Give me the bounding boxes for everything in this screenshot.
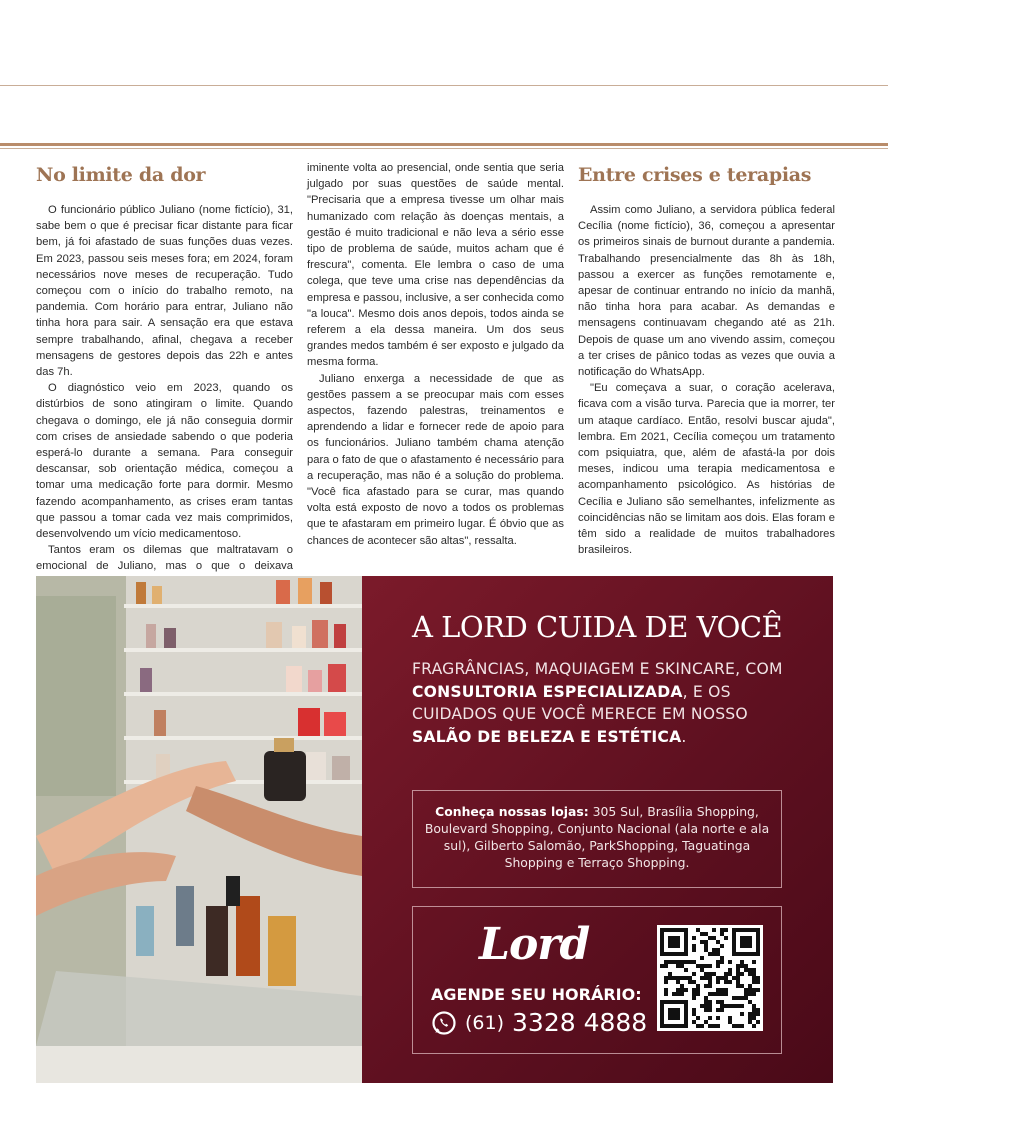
paragraph: O diagnóstico veio em 2023, quando os distúrbios de sono atingiram o limite. Quando chegava o domingo, ele já não conseguia dormir com crises de ansiedade sabendo o que poderia esperá-lo durante a semana. Para conseguir descansar, sob orientação médica, começou a tomar uma medicação forte para dormir. Mesmo fazendo acompanhamento, as crises eram tantas que passou a tomar cada vez mais comprimidos, desenvolvendo um vício medicamentoso. (36, 382, 293, 541)
store-illustration (36, 576, 362, 1083)
section-rule-thin (0, 148, 888, 149)
article-column-1 (36, 160, 293, 591)
perfume-store-photo (36, 576, 362, 1083)
top-rule (0, 85, 888, 86)
qr-code-icon (657, 925, 763, 1031)
phone-digits: 3328 4888 (512, 1008, 648, 1037)
stores-label: Conheça nossas lojas: (435, 804, 589, 819)
lord-advertisement[interactable] (36, 576, 833, 1083)
stores-text (423, 803, 771, 871)
stores-list: 305 Sul, Brasília Shopping, Boulevard Shopping, Conjunto Nacional (ala norte e ala sul), Gilberto Salomão, ParkShopping, Taguatinga Shopping e Terraço Shopping. (424, 804, 770, 870)
paragraph: "Eu começava a suar, o coração acelerava, ficava com a visão turva. Parecia que ia morrer, ter um ataque cardíaco. Então, resolvi buscar ajuda", lembra. Em 2021, Cecília começou um tratamento com psiquiatra, que, além de afastá-la por dois meses, indicou uma terapia medicamentosa e acompanhamento psicológico. As histórias de Cecília e Juliano são semelhantes, infelizmente as coincidências não se limitam aos dois. Elas foram e têm sido a realidade de muitos trabalhadores brasileiros. (578, 382, 835, 557)
paragraph: Tantos eram os dilemas que maltratavam o emocional de Juliano, mas o que o deixava (36, 544, 293, 573)
paragraph: O funcionário público Juliano (nome fictício), 31, sabe bem o que é precisar ficar distante para ficar bem, já foi afastado de suas funções duas vezes. Em 2023, passou seis meses fora; em 2024, foram necessários nove meses de recuperação. Tudo começou com o início do trabalho remoto, na pandemia. Com horário para entrar, Juliano não tinha hora para sair. A sensação era que estava sempre trabalhando, afinal, chegava a receber mensagens de gestores depois das 22h e antes das 7h. (36, 204, 293, 379)
contact-box (412, 906, 782, 1054)
section-heading-entre-crises: Entre crises e terapias (578, 164, 812, 186)
article-column-2 (307, 160, 564, 549)
paragraph: Assim como Juliano, a servidora pública federal Cecília (nome fictício), 36, começou a apresentar os primeiros sinais de burnout durante a pandemia. Trabalhando presencialmente das 8h às 18h, passou a exercer as funções remotamente e, apesar de continuar entrando no início da manhã, não tinha hora para acabar. As demandas e mensagens continuavam chegando até as 21h. Depois de quase um ano vivendo assim, começou a ter crises de pânico todas as vezes que ouvia a notificação do WhatsApp. (578, 204, 835, 379)
whatsapp-icon (431, 1010, 457, 1036)
ad-content-panel (362, 576, 833, 1083)
qr-code[interactable] (657, 925, 763, 1031)
section-heading-no-limite: No limite da dor (36, 164, 206, 186)
section-rule (0, 143, 888, 146)
stores-box (412, 790, 782, 888)
ad-subtitle: FRAGRÂNCIAS, MAQUIAGEM E SKINCARE, COM CONSULTORIA ESPECIALIZADA, E OS CUIDADOS QUE VOCÊ MERECE EM NOSSO SALÃO DE BELEZA E ESTÉTICA. (412, 660, 783, 746)
phone-ddd: (61) (465, 1012, 505, 1034)
phone-number[interactable] (431, 1007, 647, 1039)
article-column-3 (578, 160, 835, 558)
schedule-label: AGENDE SEU HORÁRIO: (431, 985, 642, 1004)
lord-logo: Lord (479, 919, 590, 970)
paragraph: iminente volta ao presencial, onde sentia que seria julgado por suas questões de saúde mental. "Precisaria que a empresa tivesse um olhar mais humanizado com relação às doenças mentais, a gestão é muito tradicional e não leva a sério esse tipo de problema de saúde, muitos acham que é frescura", comenta. Ele lembra o caso de uma colega, que teve uma crise nas dependências da empresa e passou, inclusive, a ser conhecida como "a louca". Mesmo dois anos depois, todos ainda se referem a ela dessa maneira. Um dos seus grandes medos também é ser exposto e julgado da mesma forma. (307, 162, 564, 369)
paragraph: Juliano enxerga a necessidade de que as gestões passem a se preocupar mais com esses aspectos, fazendo palestras, treinamentos e aprendendo a lidar e fornecer rede de apoio para os funcionários. Juliano também chama atenção para o fato de que o afastamento é necessário para a recuperação, mas não é a solução do problema. "Você fica afastado para se curar, mas quando volta está exposto de novo a todos os problemas que te afastaram em primeiro lugar. É óbvio que as chances de acontecer são altas", ressalta. (307, 372, 564, 547)
ad-title: A LORD CUIDA DE VOCÊ (412, 610, 783, 644)
